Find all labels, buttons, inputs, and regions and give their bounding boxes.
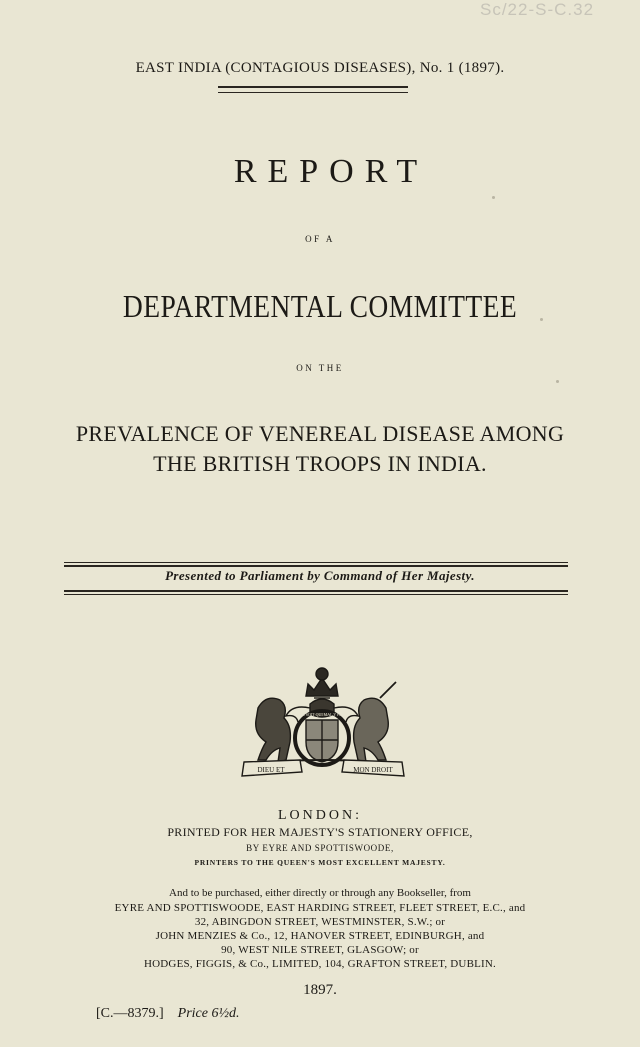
imprint-line-1: PRINTED FOR HER MAJESTY'S STATIONERY OFFICE, xyxy=(167,825,473,839)
foxing-spot xyxy=(556,380,559,383)
imprint-line-3: PRINTERS TO THE QUEEN'S MOST EXCELLENT MAJESTY. xyxy=(194,858,446,867)
rule-top-thin xyxy=(64,562,568,563)
price: Price 6½d. xyxy=(177,1006,240,1021)
publication-year: 1897. xyxy=(303,982,337,998)
motto-left: DIEU ET xyxy=(257,766,285,774)
imprint-line-2: BY EYRE AND SPOTTISWOODE, xyxy=(246,843,394,853)
foxing-spot xyxy=(540,318,543,321)
committee-title: DEPARTMENTAL COMMITTEE xyxy=(122,288,518,324)
on-the-label: ON THE xyxy=(296,363,344,373)
subject-line-1: PREVALENCE OF VENEREAL DISEASE AMONG xyxy=(75,421,565,446)
seller-2-line-2: 90, WEST NILE STREET, GLASGOW; or xyxy=(221,944,419,956)
of-a-label: OF A xyxy=(305,234,335,244)
command-and-price xyxy=(96,1006,240,1022)
purchase-intro: And to be purchased, either directly or through any Bookseller, from xyxy=(169,887,471,899)
imprint-city: LONDON: xyxy=(278,808,362,823)
royal-coat-of-arms-icon xyxy=(236,664,408,778)
rule-bottom-thin xyxy=(64,594,568,595)
seller-1-line-2: 32, ABINGDON STREET, WESTMINSTER, S.W.; or xyxy=(194,916,446,928)
seller-1-line-1: EYRE AND SPOTTISWOODE, EAST HARDING STREET, FLEET STREET, E.C., and xyxy=(114,902,526,914)
rule-bottom-thick xyxy=(64,590,568,592)
garter-motto: HONI SOIT QUI MAL Y PENSE xyxy=(294,712,350,717)
seller-2-line-1: JOHN MENZIES & Co., 12, HANOVER STREET, EDINBURGH, and xyxy=(155,930,485,942)
subject-line-2: THE BRITISH TROOPS IN INDIA. xyxy=(153,451,487,476)
seller-3-line-1: HODGES, FIGGIS, & Co., LIMITED, 104, GRAFTON STREET, DUBLIN. xyxy=(144,958,496,970)
motto-right: MON DROIT xyxy=(353,766,393,774)
command-number: [C.—8379.] xyxy=(96,1006,164,1021)
series-title: EAST INDIA (CONTAGIOUS DISEASES), No. 1 (1897). xyxy=(135,60,505,76)
shelfmark-annotation: Sc/22-S-C.32 xyxy=(480,0,595,19)
double-rule xyxy=(218,86,408,93)
presented-line: Presented to Parliament by Command of Her Majesty. xyxy=(165,568,475,583)
rule-top-thick xyxy=(64,565,568,567)
report-title: REPORT xyxy=(233,153,429,190)
foxing-spot xyxy=(492,196,495,199)
